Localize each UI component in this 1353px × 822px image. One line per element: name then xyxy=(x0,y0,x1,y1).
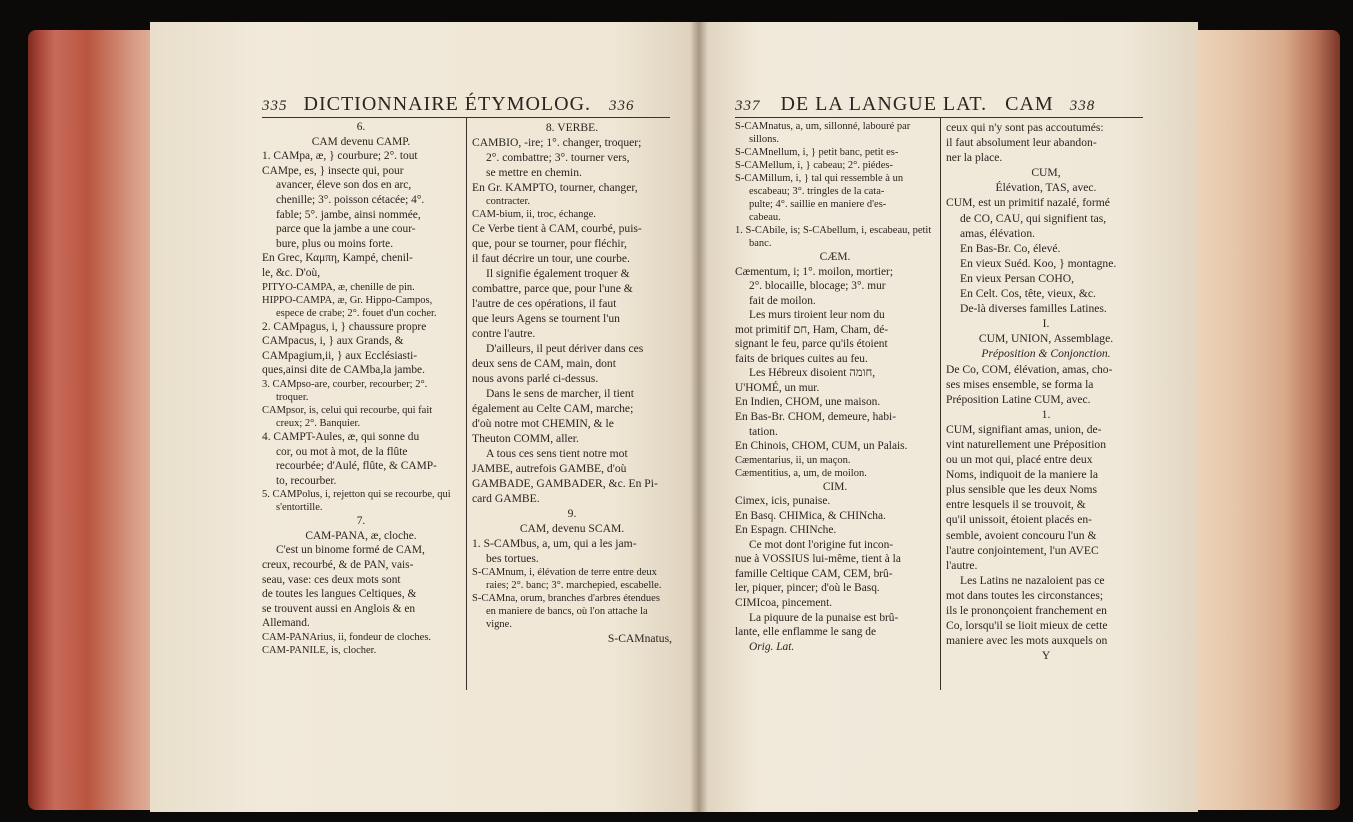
text-line: A tous ces sens tient notre mot xyxy=(486,447,628,460)
text-line: S-CAMnum, i, élévation de terre entre deux raies; 2°. banc; 3°. marchepied, escabelle. xyxy=(472,567,662,591)
text-line: Ce mot dont l'origine fut incon- xyxy=(749,538,894,551)
text-line: En Espagn. CHINche. xyxy=(735,524,837,537)
section-subheading: Préposition & Conjonction. xyxy=(981,347,1111,361)
text-line: nue à VOSSIUS lui-même, tient à la xyxy=(735,553,901,566)
text-line: card GAMBE. xyxy=(472,492,540,505)
text-line: S-CAMillum, i, } tal qui ressemble à un xyxy=(735,173,904,184)
text-line: D'ailleurs, il peut dériver dans ces xyxy=(486,342,644,355)
text-line: ler, piquer, pincer; d'où le Basq. xyxy=(735,582,880,595)
text-line: Cæmentum, i; 1°. moilon, mortier; xyxy=(735,265,894,278)
text-line: recourbée; d'Aulé, flûte, & CAMP- xyxy=(276,460,437,473)
text-line: parce que la jambe a une cour- xyxy=(276,223,416,236)
text-line: CUM, est un primitif nazalé, formé xyxy=(946,196,1110,210)
text-line: En Chinois, CHOM, CUM, un Palais. xyxy=(735,440,908,453)
text-line: ceux qui n'y sont pas accoutumés: xyxy=(946,121,1104,134)
signature-mark: Orig. Lat. xyxy=(749,640,795,653)
text-line: pulte; 4°. saillie en maniere d'es- xyxy=(749,199,887,210)
text-line: nous avons parlé ci-dessus. xyxy=(472,372,599,385)
text-line: Theuton COMM, aller. xyxy=(472,432,579,445)
left-page-title: DICTIONNAIRE ÉTYMOLOG. xyxy=(303,93,592,115)
text-line: Allemand. xyxy=(262,617,310,630)
text-line: 2°. combattre; 3°. tourner vers, xyxy=(486,151,630,164)
text-line: amas, élévation. xyxy=(960,226,1036,240)
text-line: HIPPO-CAMPA, æ, Gr. Hippo-Campos, xyxy=(262,294,433,306)
text-line: l'autre conjointement, l'un AVEC xyxy=(946,543,1099,557)
text-line: seau, vase: ces deux mots sont xyxy=(262,573,401,586)
section-heading: CUM, UNION, Assemblage. xyxy=(978,332,1114,346)
text-line: CAMpe, es, } insecte qui, pour xyxy=(262,164,404,177)
text-line: CAM-PANArius, ii, fondeur de cloches. xyxy=(262,632,432,644)
text-line: PITYO-CAMPA, æ, chenille de pin. xyxy=(262,281,415,293)
right-column-1 xyxy=(735,120,935,654)
text-line: contre l'autre. xyxy=(472,327,536,340)
text-line: plus sensible que les deux Noms xyxy=(946,483,1098,497)
text-line: Dans le sens de marcher, il tient xyxy=(486,387,634,400)
text-line: S-CAMnellum, i, } petit banc, petit es- xyxy=(735,147,899,158)
left-page-header xyxy=(262,93,635,116)
section-heading: CUM, xyxy=(1031,166,1061,180)
text-line: cabeau. xyxy=(749,212,781,223)
text-line: CAMpacus, i, } aux Grands, & xyxy=(262,335,404,348)
text-line: tation. xyxy=(749,425,778,438)
text-line: Il signifie également troquer & xyxy=(486,267,630,280)
text-line: CAM-PANILE, is, clocher. xyxy=(262,645,377,657)
left-column-2 xyxy=(472,120,672,646)
text-line: S-CAMna, orum, branches d'arbres étendues en maniere de bancs, où l'on attache la vigne. xyxy=(472,593,660,630)
text-line: Noms, indiquoit de la maniere la xyxy=(946,468,1098,482)
text-line: entre lesquels il se trouvoit, & xyxy=(946,498,1086,512)
text-line: ner la place. xyxy=(946,151,1003,165)
text-line: de toutes les langues Celtiques, & xyxy=(262,588,417,601)
right-page-header xyxy=(735,93,1095,116)
text-line: Les Latins ne nazaloient pas ce xyxy=(960,573,1105,587)
text-line: famille Celtique CAM, CEM, brû- xyxy=(735,567,893,580)
left-page-number: 335 xyxy=(262,98,288,114)
signature-mark: Y xyxy=(1041,649,1051,663)
text-line: Ce Verbe tient à CAM, courbé, puis- xyxy=(472,222,642,235)
text-line: qu'il unissoit, étoient placés en- xyxy=(946,513,1093,527)
text-line: bes tortues. xyxy=(486,552,539,565)
text-line: La piquure de la punaise est brû- xyxy=(749,611,899,624)
right-header-rule xyxy=(735,117,1143,118)
text-line: CUM, signifiant amas, union, de- xyxy=(946,422,1102,436)
text-line: CAMpsor, is, celui qui recourbe, qui fait creux; 2°. Banquier. xyxy=(262,404,433,429)
section-heading: CIM. xyxy=(822,480,848,493)
text-line: De-là diverses familles Latines. xyxy=(960,302,1107,316)
text-line: vint naturellement une Préposition xyxy=(946,437,1107,451)
text-line: En Indien, CHOM, une maison. xyxy=(735,396,881,409)
right-column-2 xyxy=(946,120,1146,663)
text-line: que, pour se tourner, pour fléchir, xyxy=(472,237,627,250)
text-line: contracter. xyxy=(486,196,531,207)
right-page-number-2: 338 xyxy=(1069,98,1096,114)
section-number: 1. xyxy=(1041,407,1051,421)
section-heading: 8. VERBE. xyxy=(545,121,599,134)
text-line: S-CAMnatus, a, um, sillonné, labouré par sillons. xyxy=(735,121,911,145)
text-line: bure, plus ou moins forte. xyxy=(276,237,394,250)
text-line: U'HOMÉ, un mur. xyxy=(735,381,820,394)
text-line: Préposition Latine CUM, avec. xyxy=(946,392,1091,406)
right-page-title: DE LA LANGUE LAT. xyxy=(780,93,988,115)
text-line: CAMpagium,ii, } aux Ecclésiasti- xyxy=(262,349,418,362)
text-line: que leurs Agens se tournent l'un xyxy=(472,312,620,325)
text-line: 1. S-CAMbus, a, um, qui a les jam- xyxy=(472,537,637,550)
text-line: En Gr. KAMPTO, tourner, changer, xyxy=(472,181,638,194)
text-line: fable; 5°. jambe, ainsi nommée, xyxy=(276,208,421,221)
text-line: 3. CAMpso-are, courber, recourber; 2°. troquer. xyxy=(262,378,428,403)
text-line: ses mises ensemble, se forma la xyxy=(946,377,1094,391)
text-line: il faut absolument leur abandon- xyxy=(946,136,1097,150)
section-heading: CAM-PANA, æ, cloche. xyxy=(305,529,417,542)
text-line: combattre, parce que, pour l'une & xyxy=(472,282,633,295)
text-line: avancer, éleve son dos en arc, xyxy=(276,179,412,192)
text-line: S-CAMellum, i, } cabeau; 2°. piédes- xyxy=(735,160,893,171)
text-line: espece de crabe; 2°. fouet d'un cocher. xyxy=(276,307,437,319)
text-line: Les Hébreux disoient חומה, xyxy=(749,367,876,380)
text-line: maniere avec les mots auxquels on xyxy=(946,634,1108,648)
text-line: signant le feu, parce qu'ils étoient xyxy=(735,338,888,351)
left-column-1 xyxy=(262,120,460,657)
text-line: deux sens de CAM, main, dont xyxy=(472,357,616,370)
text-line: lante, elle enflamme le sang de xyxy=(735,626,877,639)
text-line: d'où notre mot CHEMIN, & le xyxy=(472,417,614,430)
text-line: l'autre. xyxy=(946,558,978,572)
section-heading: CAM, devenu SCAM. xyxy=(519,522,625,535)
text-line: Co, lorsqu'il se lioit mieux de cette xyxy=(946,619,1108,633)
text-line: En Celt. Cos, tête, vieux, &c. xyxy=(960,287,1096,301)
text-line: CAMBIO, -ire; 1°. changer, troquer; xyxy=(472,136,642,149)
section-number: 9. xyxy=(567,507,577,520)
right-page-title-word: CAM xyxy=(1005,93,1054,115)
text-line: faits de briques cuites au feu. xyxy=(735,352,868,365)
text-line: En Bas-Br. Co, élevé. xyxy=(960,241,1061,255)
left-column-rule xyxy=(466,118,467,690)
book-edge-right xyxy=(1180,30,1340,810)
text-line: 2. CAMpagus, i, } chaussure propre xyxy=(262,320,427,333)
text-line: CIMIcoa, pincement. xyxy=(735,597,833,610)
text-line: De Co, COM, élévation, amas, cho- xyxy=(946,362,1113,376)
text-line: JAMBE, autrefois GAMBE, d'où xyxy=(472,462,627,475)
text-line: Élévation, TAS, avec. xyxy=(995,181,1097,195)
text-line: Cæmentarius, ii, un maçon. xyxy=(735,454,851,466)
text-line: creux, recourbé, & de PAN, vais- xyxy=(262,559,414,572)
text-line: il faut décrire un tour, une courbe. xyxy=(472,252,630,265)
text-line: ou un mot qui, placé entre deux xyxy=(946,453,1093,467)
section-heading: CÆM. xyxy=(819,251,851,263)
text-line: En Bas-Br. CHOM, demeure, habi- xyxy=(735,411,897,424)
section-heading: CAM devenu CAMP. xyxy=(311,135,411,148)
text-line: ils le prononçoient franchement en xyxy=(946,604,1107,617)
text-line: En vieux Suéd. Koo, } montagne. xyxy=(960,256,1117,270)
right-column-rule xyxy=(940,118,941,690)
book-gutter xyxy=(690,22,708,812)
text-line: chenille; 3°. poisson cétacée; 4°. xyxy=(276,193,425,206)
text-line: le, &c. D'où, xyxy=(262,266,321,279)
text-line: Cimex, icis, punaise. xyxy=(735,495,831,508)
section-number: I. xyxy=(1042,317,1050,331)
text-line: se mettre en chemin. xyxy=(486,166,582,179)
text-line: ques,ainsi dite de CAMba,la jambe. xyxy=(262,364,425,377)
text-line: également au Celte CAM, marche; xyxy=(472,402,634,415)
text-line: Les murs tiroient leur nom du xyxy=(749,309,885,322)
text-line: to, recourber. xyxy=(276,474,337,487)
section-number: 6. xyxy=(356,121,366,133)
text-line: CAM-bium, ii, troc, échange. xyxy=(472,209,596,220)
text-line: de CO, CAU, qui signifient tas, xyxy=(960,211,1107,225)
text-line: 4. CAMPT-Aules, æ, qui sonne du xyxy=(262,430,420,443)
text-line: 1. S-CAbile, is; S-CAbellum, i, escabeau, petit banc. xyxy=(735,225,932,249)
section-number: 7. xyxy=(356,515,366,528)
text-line: C'est un binome formé de CAM, xyxy=(276,544,425,557)
text-line: GAMBADE, GAMBADER, &c. En Pi- xyxy=(472,477,658,490)
text-line: En vieux Persan COHO, xyxy=(960,271,1074,285)
left-page-number-2: 336 xyxy=(609,98,635,114)
text-line: cor, ou mot à mot, de la flûte xyxy=(276,445,408,458)
text-line: En Basq. CHIMica, & CHINcha. xyxy=(735,509,886,522)
text-line: mot primitif חם, Ham, Cham, dé- xyxy=(735,323,889,336)
text-line: l'autre de ces opérations, il faut xyxy=(472,297,617,310)
text-line: 5. CAMPolus, i, rejetton qui se recourbe, qui s'entortille. xyxy=(262,489,451,514)
text-line: se trouvent aussi en Anglois & en xyxy=(262,602,416,615)
text-line: fait de moilon. xyxy=(749,294,816,307)
text-line: semble, avoient concouru l'un & xyxy=(946,528,1097,542)
text-line: escabeau; 3°. tringles de la cata- xyxy=(749,186,885,197)
right-page-number: 337 xyxy=(735,98,761,114)
text-line: 1. CAMpa, æ, } courbure; 2°. tout xyxy=(262,150,418,163)
catchword: S-CAMnatus, xyxy=(607,632,672,645)
text-line: 2°. blocaille, blocage; 3°. mur xyxy=(749,280,886,293)
text-line: mot dans toutes les circonstances; xyxy=(946,588,1104,602)
text-line: Cæmentitius, a, um, de moilon. xyxy=(735,467,867,479)
text-line: En Grec, Καμπη, Kampé, chenil- xyxy=(262,252,413,265)
